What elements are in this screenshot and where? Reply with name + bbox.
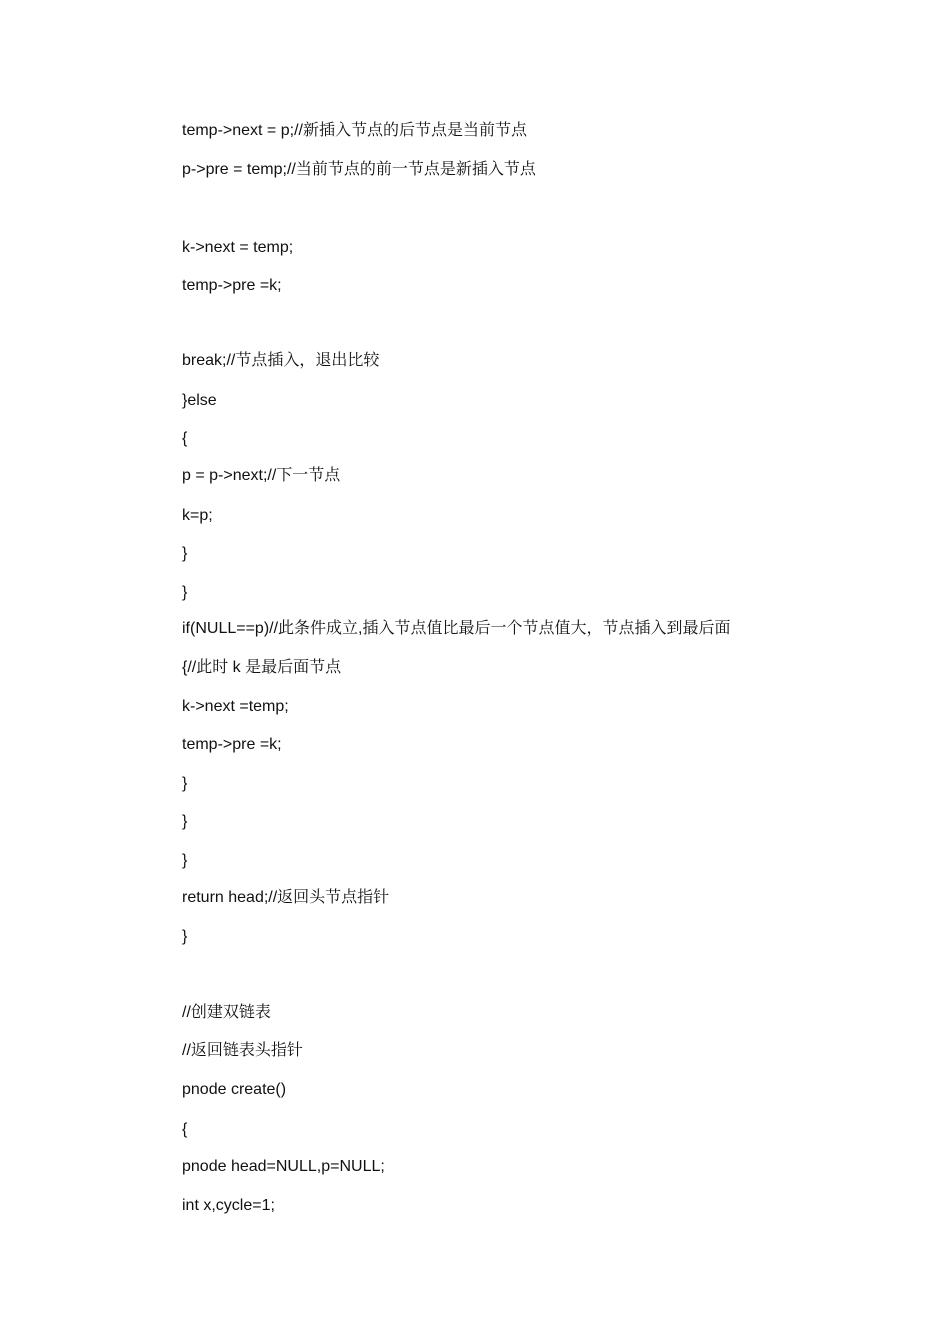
code-line: int x,cycle=1;: [182, 1197, 275, 1214]
code-line: p = p->next;//下一节点: [182, 467, 341, 484]
code-line: }else: [182, 392, 217, 409]
code-line: break;//节点插入，退出比较: [182, 352, 380, 369]
code-line: }: [182, 852, 188, 869]
code-line: //创建双链表: [182, 1004, 271, 1021]
code-line: k->next = temp;: [182, 239, 294, 256]
code-line: }: [182, 775, 188, 792]
code-line: pnode head=NULL,p=NULL;: [182, 1158, 385, 1175]
code-line: {//此时 k 是最后面节点: [182, 659, 342, 676]
code-line: }: [182, 545, 188, 562]
code-line: temp->pre =k;: [182, 736, 282, 753]
code-line: {: [182, 1121, 188, 1138]
code-line: p->pre = temp;//当前节点的前一节点是新插入节点: [182, 161, 536, 178]
code-line: k->next =temp;: [182, 698, 289, 715]
code-line: }: [182, 584, 188, 601]
code-line: temp->pre =k;: [182, 277, 282, 294]
code-line: if(NULL==p)//此条件成立,插入节点值比最后一个节点值大，节点插入到最后面: [182, 620, 731, 637]
code-line: return head;//返回头节点指针: [182, 889, 390, 906]
code-line: //返回链表头指针: [182, 1042, 303, 1059]
code-line: pnode create(): [182, 1081, 287, 1098]
code-line: {: [182, 430, 188, 447]
code-line: }: [182, 813, 188, 830]
code-line: temp->next = p;//新插入节点的后节点是当前节点: [182, 122, 527, 139]
code-line: }: [182, 928, 188, 945]
code-line: k=p;: [182, 507, 213, 524]
